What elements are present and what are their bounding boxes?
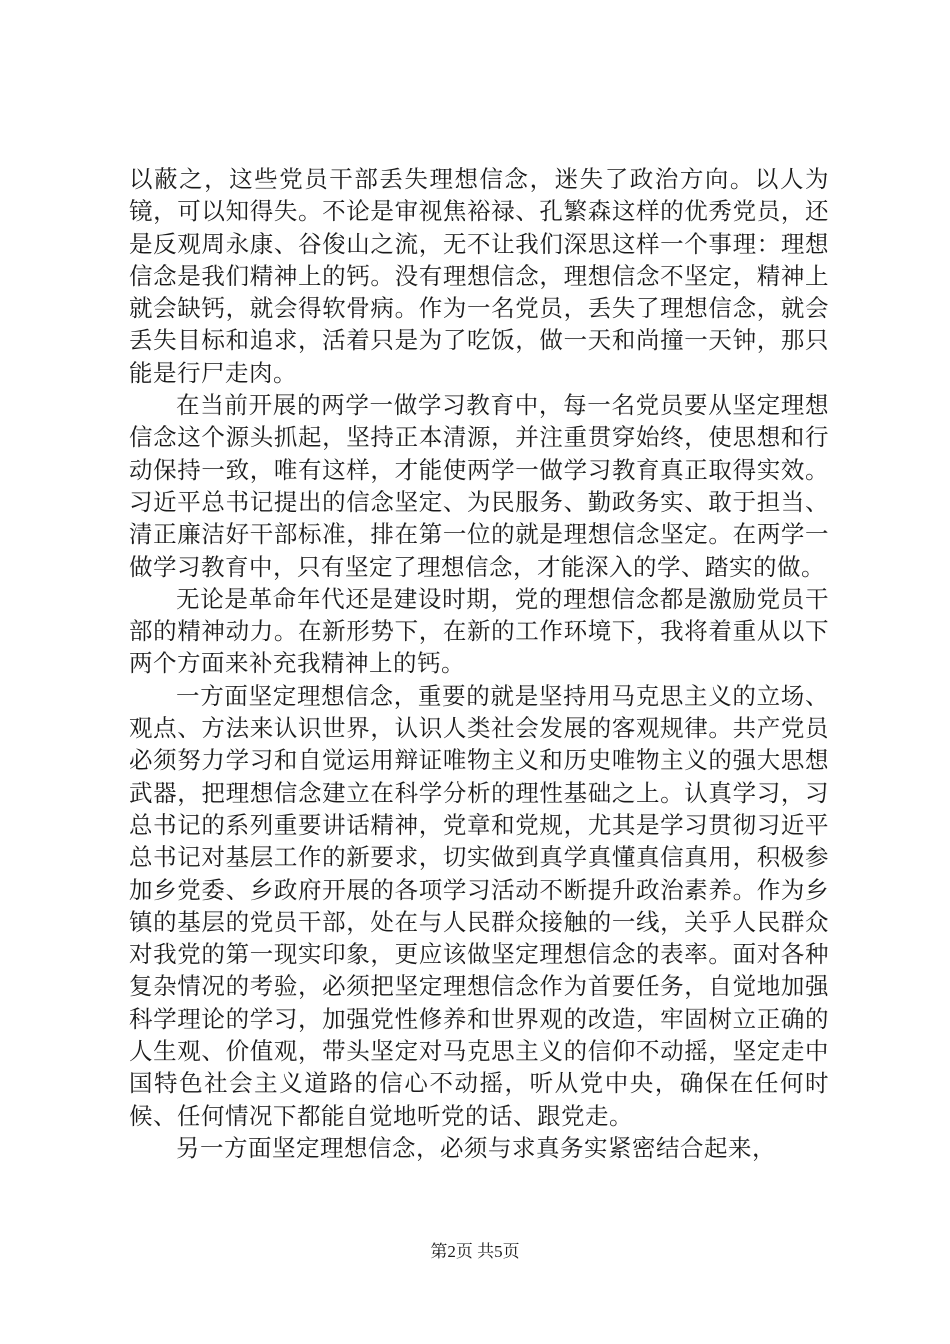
- paragraph-1: 以蔽之，这些党员干部丢失理想信念，迷失了政治方向。以人为镜，可以知得失。不论是审视焦裕禄、孔繁森这样的优秀党员，还是反观周永康、谷俊山之流，无不让我们深思这样一个事理：理想信念是我们精神上的钙。没有理想信念，理想信念不坚定，精神上就会缺钙，就会得软骨病。作为一名党员，丢失了理想信念，就会丢失目标和追求，活着只是为了吃饭，做一天和尚撞一天钟，那只能是行尸走肉。: [129, 165, 829, 387]
- page-number-footer: 第2页 共5页: [430, 1242, 520, 1261]
- document-body: [129, 163, 829, 1164]
- paragraph-4: 一方面坚定理想信念，重要的就是坚持用马克思主义的立场、观点、方法来认识世界，认识人类社会发展的客观规律。共产党员必须努力学习和自觉运用辩证唯物主义和历史唯物主义的强大思想武器，把理想信念建立在科学分析的理性基础之上。认真学习，习总书记的系列重要讲话精神，党章和党规，尤其是学习贯彻习近平总书记对基层工作的新要求，切实做到真学真懂真信真用，积极参加乡党委、乡政府开展的各项学习活动不断提升政治素养。作为乡镇的基层的党员干部，处在与人民群众接触的一线，关乎人民群众对我党的第一现实印象，更应该做坚定理想信念的表率。面对各种复杂情况的考验，必须把坚定理想信念作为首要任务，自觉地加强科学理论的学习，加强党性修养和世界观的改造，牢固树立正确的人生观、价值观，带头坚定对马克思主义的信仰不动摇，坚定走中国特色社会主义道路的信心不动摇，听从党中央，确保在任何时候、任何情况下都能自觉地听党的话、跟党走。: [129, 681, 829, 1130]
- paragraph-2: 在当前开展的两学一做学习教育中，每一名党员要从坚定理想信念这个源头抓起，坚持正本清源，并注重贯穿始终，使思想和行动保持一致，唯有这样，才能使两学一做学习教育真正取得实效。习近平总书记提出的信念坚定、为民服务、勤政务实、敢于担当、清正廉洁好干部标准，排在第一位的就是理想信念坚定。在两学一做学习教育中，只有坚定了理想信念，才能深入的学、踏实的做。: [129, 391, 829, 581]
- paragraph-3: 无论是革命年代还是建设时期，党的理想信念都是激励党员干部的精神动力。在新形势下，在新的工作环境下，我将着重从以下两个方面来补充我精神上的钙。: [129, 584, 829, 678]
- paragraph-5: 另一方面坚定理想信念，必须与求真务实紧密结合起来，: [176, 1133, 776, 1162]
